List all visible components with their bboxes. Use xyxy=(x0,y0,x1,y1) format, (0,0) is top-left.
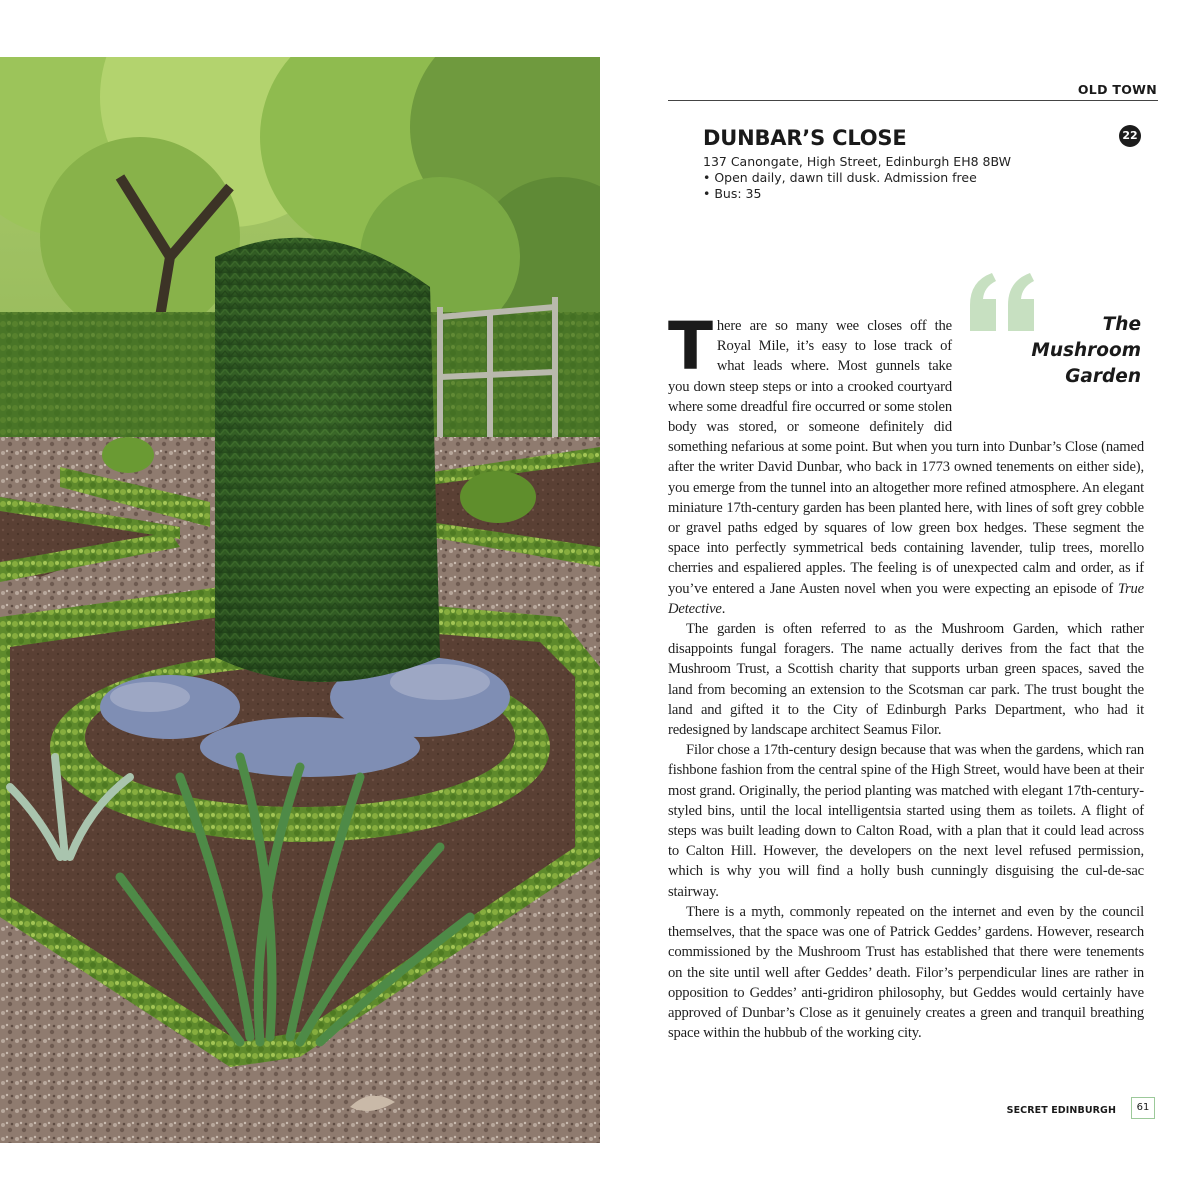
entry-info xyxy=(703,154,1103,202)
header-rule xyxy=(668,100,1158,101)
pull-quote-line: The xyxy=(1102,314,1141,335)
entry-number-badge: 22 xyxy=(1119,125,1141,147)
article-paragraph: The garden is often referred to as the Mushroom Garden, which rather disappoints fungal foragers. The name actually derives from the fact that the Mushroom Trust, a Scottish charity that supports urban green spaces, saved the land from becoming an extension to the Scotsman car park. The trust bought the land and gifted it to the City of Edinburgh Parks Department, who had it redesigned by landscape architect Seamus Filor. xyxy=(668,621,1144,739)
article-paragraph: There is a myth, commonly repeated on the internet and even by the council themselves, that the space was one of Patrick Geddes’ gardens. However, research commissioned by the Mushroom Trust has established that there were tenements on the site until well after Geddes’ death. Filor’s perpendicular lines are rather in opposition to Geddes’ anti-gridiron philosophy, but Geddes would certainly have approved of Dunbar’s Close as it genuinely creates a green and tranquil breathing space within the hubbub of the working city. xyxy=(668,903,1144,1042)
page-number: 61 xyxy=(1131,1097,1155,1119)
pull-quote-line: Mushroom xyxy=(1031,340,1141,361)
section-label: OLD TOWN xyxy=(1077,82,1157,97)
footer-book-title: SECRET EDINBURGH xyxy=(1006,1105,1116,1116)
entry-hours: • Open daily, dawn till dusk. Admission free xyxy=(703,170,977,185)
paragraph-text: here are so many wee closes off the Royal Mile, it’s easy to lose track of what leads where. Most gunnels take you down steep steps or into a crooked courtyard where some dreadful fire occurred or some stolen body was stored, or someone definitely did something nefarious at some point. But when you turn into Dunbar’s Close (named after the writer David Dunbar, who back in 1773 owned tenements on either side), you emerge from the tunnel into an altogether more refined atmosphere. An elegant miniature 17th-century garden has been planted here, with lines of soft grey cobble or gravel paths edged by squares of low green box hedges. These segment the space into perfectly symmetrical beds containing lavender, tulip trees, morello cherries and espaliered apples. The feeling is of unexpected calm and order, as if you’ve entered a Jane Austen novel when you were expecting an episode of xyxy=(668,318,1144,597)
entry-address: 137 Canongate, High Street, Edinburgh EH8 8BW xyxy=(703,154,1011,169)
drop-cap: T xyxy=(668,308,713,385)
entry-title: DUNBAR’S CLOSE xyxy=(703,126,907,150)
paragraph-text-end: . xyxy=(721,600,726,617)
pull-quote-space xyxy=(952,316,1144,437)
article-paragraph: Filor chose a 17th-century design because that was when the gardens, which ran fishbone fashion from the central spine of the High Street, would have been at their most grand. Originally, the period planting was matched with elegant 17th-century-styled bins, until the local intelligentsia started using them as toilets. A flight of steps was built leading down to Calton Road, with a plan that it could lead across to Calton Hill. However, the developers on the next level refused permission, which is why you will find a holly bush cunningly disguising the cul-de-sac stairway. xyxy=(668,742,1144,900)
article-paragraph xyxy=(668,308,1144,619)
pull-quote-line: Garden xyxy=(1065,366,1141,387)
entry-bus: • Bus: 35 xyxy=(703,186,762,201)
article-body xyxy=(668,308,1144,1043)
garden-photo xyxy=(0,57,600,1143)
show-title: True Detective xyxy=(668,580,1144,617)
